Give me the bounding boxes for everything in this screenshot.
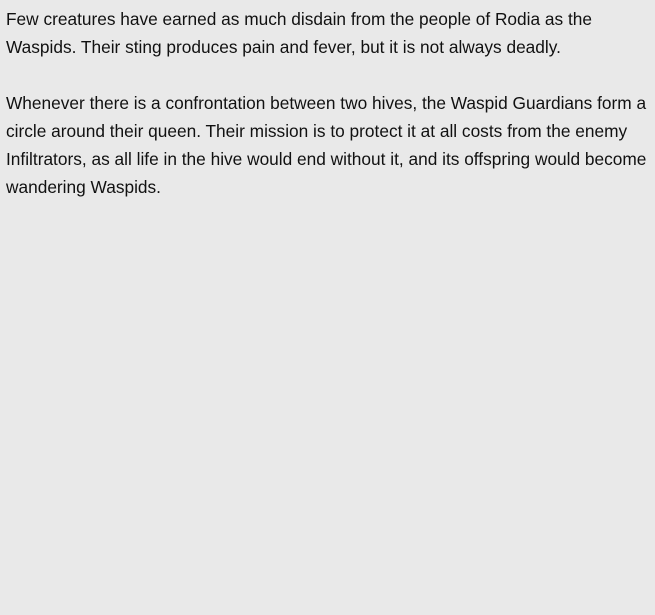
document-body <box>0 0 655 201</box>
paragraph-waspids-intro: Few creatures have earned as much disdain from the people of Rodia as the Waspids. Their sting produces pain and fever, but it is not always deadly. <box>6 9 592 57</box>
paragraph-waspid-guardians: Whenever there is a confrontation between two hives, the Waspid Guardians form a circle around their queen. Their mission is to protect it at all costs from the enemy Infiltrators, as all life in the hive would end without it, and its offspring would become wandering Waspids. <box>6 93 647 197</box>
